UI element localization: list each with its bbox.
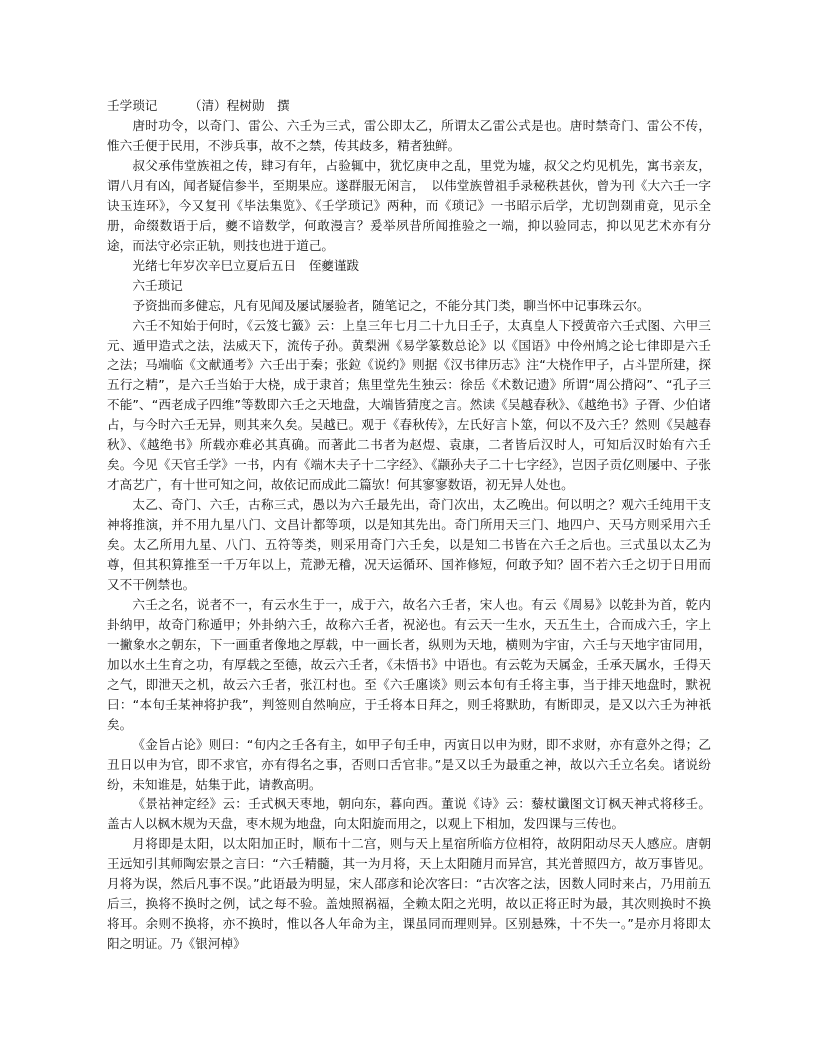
- paragraph-8: 《景祜神定经》云：壬式枫天枣地，朝向东，暮向西。董说《诗》云：藜杖谶图文订枫天神式将移壬。盖古人以枫木规为天盘，枣木规为地盘，向太阳旋而用之，以观上下相加，发四课与三传也。: [107, 796, 711, 832]
- paragraph-3: 予资拙而多健忘，凡有见闻及屡试屡验者，随笔记之，不能分其门类，聊当怀中记事珠云尔。: [132, 297, 650, 313]
- paragraph-9: 月将即是太阳，以太阳加正时，顺布十二宫，则与天上星宿所临方位相符，故阴阳动尽天人感应。唐朝王远知引其师陶宏景之言曰：“六壬精髓，其一为月将，天上太阳随月而异宫，其光普照四方，故万事皆见。月将为误，然后凡事不误。”此语最为明显，宋人邵彦和论次客曰：“古次客之法，因数人同时来占，乃用前五后三，换将不换时之例，试之每不验。盖烛照祸福，全赖太阳之光明，故以正将正时为最，其次则换时不换将耳。余则不换将，亦不换时，惟以各人年命为主，课虽同而理则异。区别悬殊，十不失一。”是亦月将即太阳之明证。乃《银河棹》: [107, 836, 711, 952]
- paragraph-5: 太乙、奇门、六壬，古称三式，愚以为六壬最先出，奇门次出，太乙晚出。何以明之？观六壬纯用干支神将推演，并不用九星八门、文昌计都等项，以是知其先出。奇门所用天三门、地四户、天马方则采用六壬矣。太乙所用九星、八门、五符等类，则采用奇门六壬矣，以是知二书皆在六壬之后也。三式虽以太乙为尊，但其积算推至一千万年以上，荒渺无稽，况天运循环、国祚修短，何敢予知？固不若六壬之切于日用而又不干例禁也。: [107, 497, 711, 592]
- section-heading: 六壬琐记: [132, 277, 183, 293]
- document-body: [107, 96, 711, 954]
- paragraph-1: 唐时功令，以奇门、雷公、六壬为三式，雷公即太乙，所谓太乙雷公式是也。唐时禁奇门、雷公不传，惟六壬便于民用，不涉兵事，故不之禁，传其歧多，精者独鲜。: [107, 118, 711, 153]
- paragraph-6: 六壬之名，说者不一，有云水生于一，成于六，故名六壬者，宋人也。有云《周易》以乾卦为首，乾内卦纳甲，故奇门称遁甲；外卦纳六壬，故称六壬者，祝泌也。有云天一生水，天五生土，合而成六壬，字上一撇象水之朝东，下一画重者像地之厚载，中一画长者，纵则为天地，横则为宇宙，六壬与天地宇宙同用，加以水土生育之功，有厚载之至德，故云六壬者，《未悟书》中语也。有云乾为天属金，壬承天属水，壬得天之气，即泄天之机，故云六壬者，张江村也。至《六壬廛谈》则云本旬有壬将主事，当于排天地盘时，默祝曰：“本旬壬某神将护我”，判签则自然响应，于壬将本日拜之，则壬将默助，有断即灵，是又以六壬为神祇矣。: [107, 596, 711, 732]
- paragraph-2: 叔父承伟堂族祖之传，肆习有年，占验辄中，犹忆庚申之乱，里党为墟，叔父之灼见机先，寓书亲友，谓八月有凶，闻者疑信参半，至期果应。遂群服无闲言， 以伟堂族曾祖手录秘秩甚伙，曾为刊《大六壬一字诀玉连环》，今又复刊《毕法集览》、《壬学琐记》两种，而《琐记》一书昭示后学，尤切剀剟甫竟，见示全册，命缀数语于后，夔不谙数学，何敢漫言？爰举夙昔所闻推验之一端，抑以验同志，抑以见艺术亦有分途，而法守必宗正轨，则技也进于道己。: [107, 157, 711, 253]
- page-title: 壬学琐记 （清）程树勋 撰: [107, 98, 290, 113]
- paragraph-4: 六壬不知始于何时，《云笈七籖》云：上皇三年七月二十九日壬子，太真皇人下授黄帝六壬式图、六甲三元、遁甲造式之法，法威天下，流传子孙。黄梨洲《易学篆数总论》以《国语》中伶州鸠之论七律即是六壬之法；马端临《文献通考》六壬出于秦；张鉝《说约》则据《汉书律历志》注“大桡作甲子，占斗罡所建，探五行之精”，是六壬当始于大桡，成于隶首；焦里堂先生独云：徐岳《术数记遗》所谓“周公揹闷”、“孔子三不能”、“西老成子四维”等数即六壬之天地盘，大端皆猜度之言。然读《吴越春秋》、《越绝书》子胥、少伯诸占，与今时六壬无异，则其来久矣。吴越已。观于《春秋传》，左氏好言卜筮，何以不及六壬？然则《吴越春秋》、《越绝书》所载亦难必其真确。而著此二书者为赵煜、袁康，二者皆后汉时人，可知后汉时始有六壬矣。今见《天官壬学》一书，内有《端木夫子十二字经》、《颛孙夫子二十七字经》，岂因子贡亿则屡中、子张才高艺广，有十世可知之问，故依记而成此二篇欤！何其寥寥数语，初无异人处也。: [107, 317, 711, 493]
- paragraph-7: 《金旨占论》则曰：“旬内之壬各有主，如甲子旬壬申，丙寅日以申为财，即不求财，亦有意外之得；乙丑日以申为官，即不求官，亦有得名之事，否则口舌官非。”是又以壬为最重之神，故以六壬立名矣。诸说纷纷，未知谁是，姑集于此，请教高明。: [107, 736, 711, 792]
- colophon-line: 光绪七年岁次辛巳立夏后五日 侄夔谨跋: [132, 257, 360, 273]
